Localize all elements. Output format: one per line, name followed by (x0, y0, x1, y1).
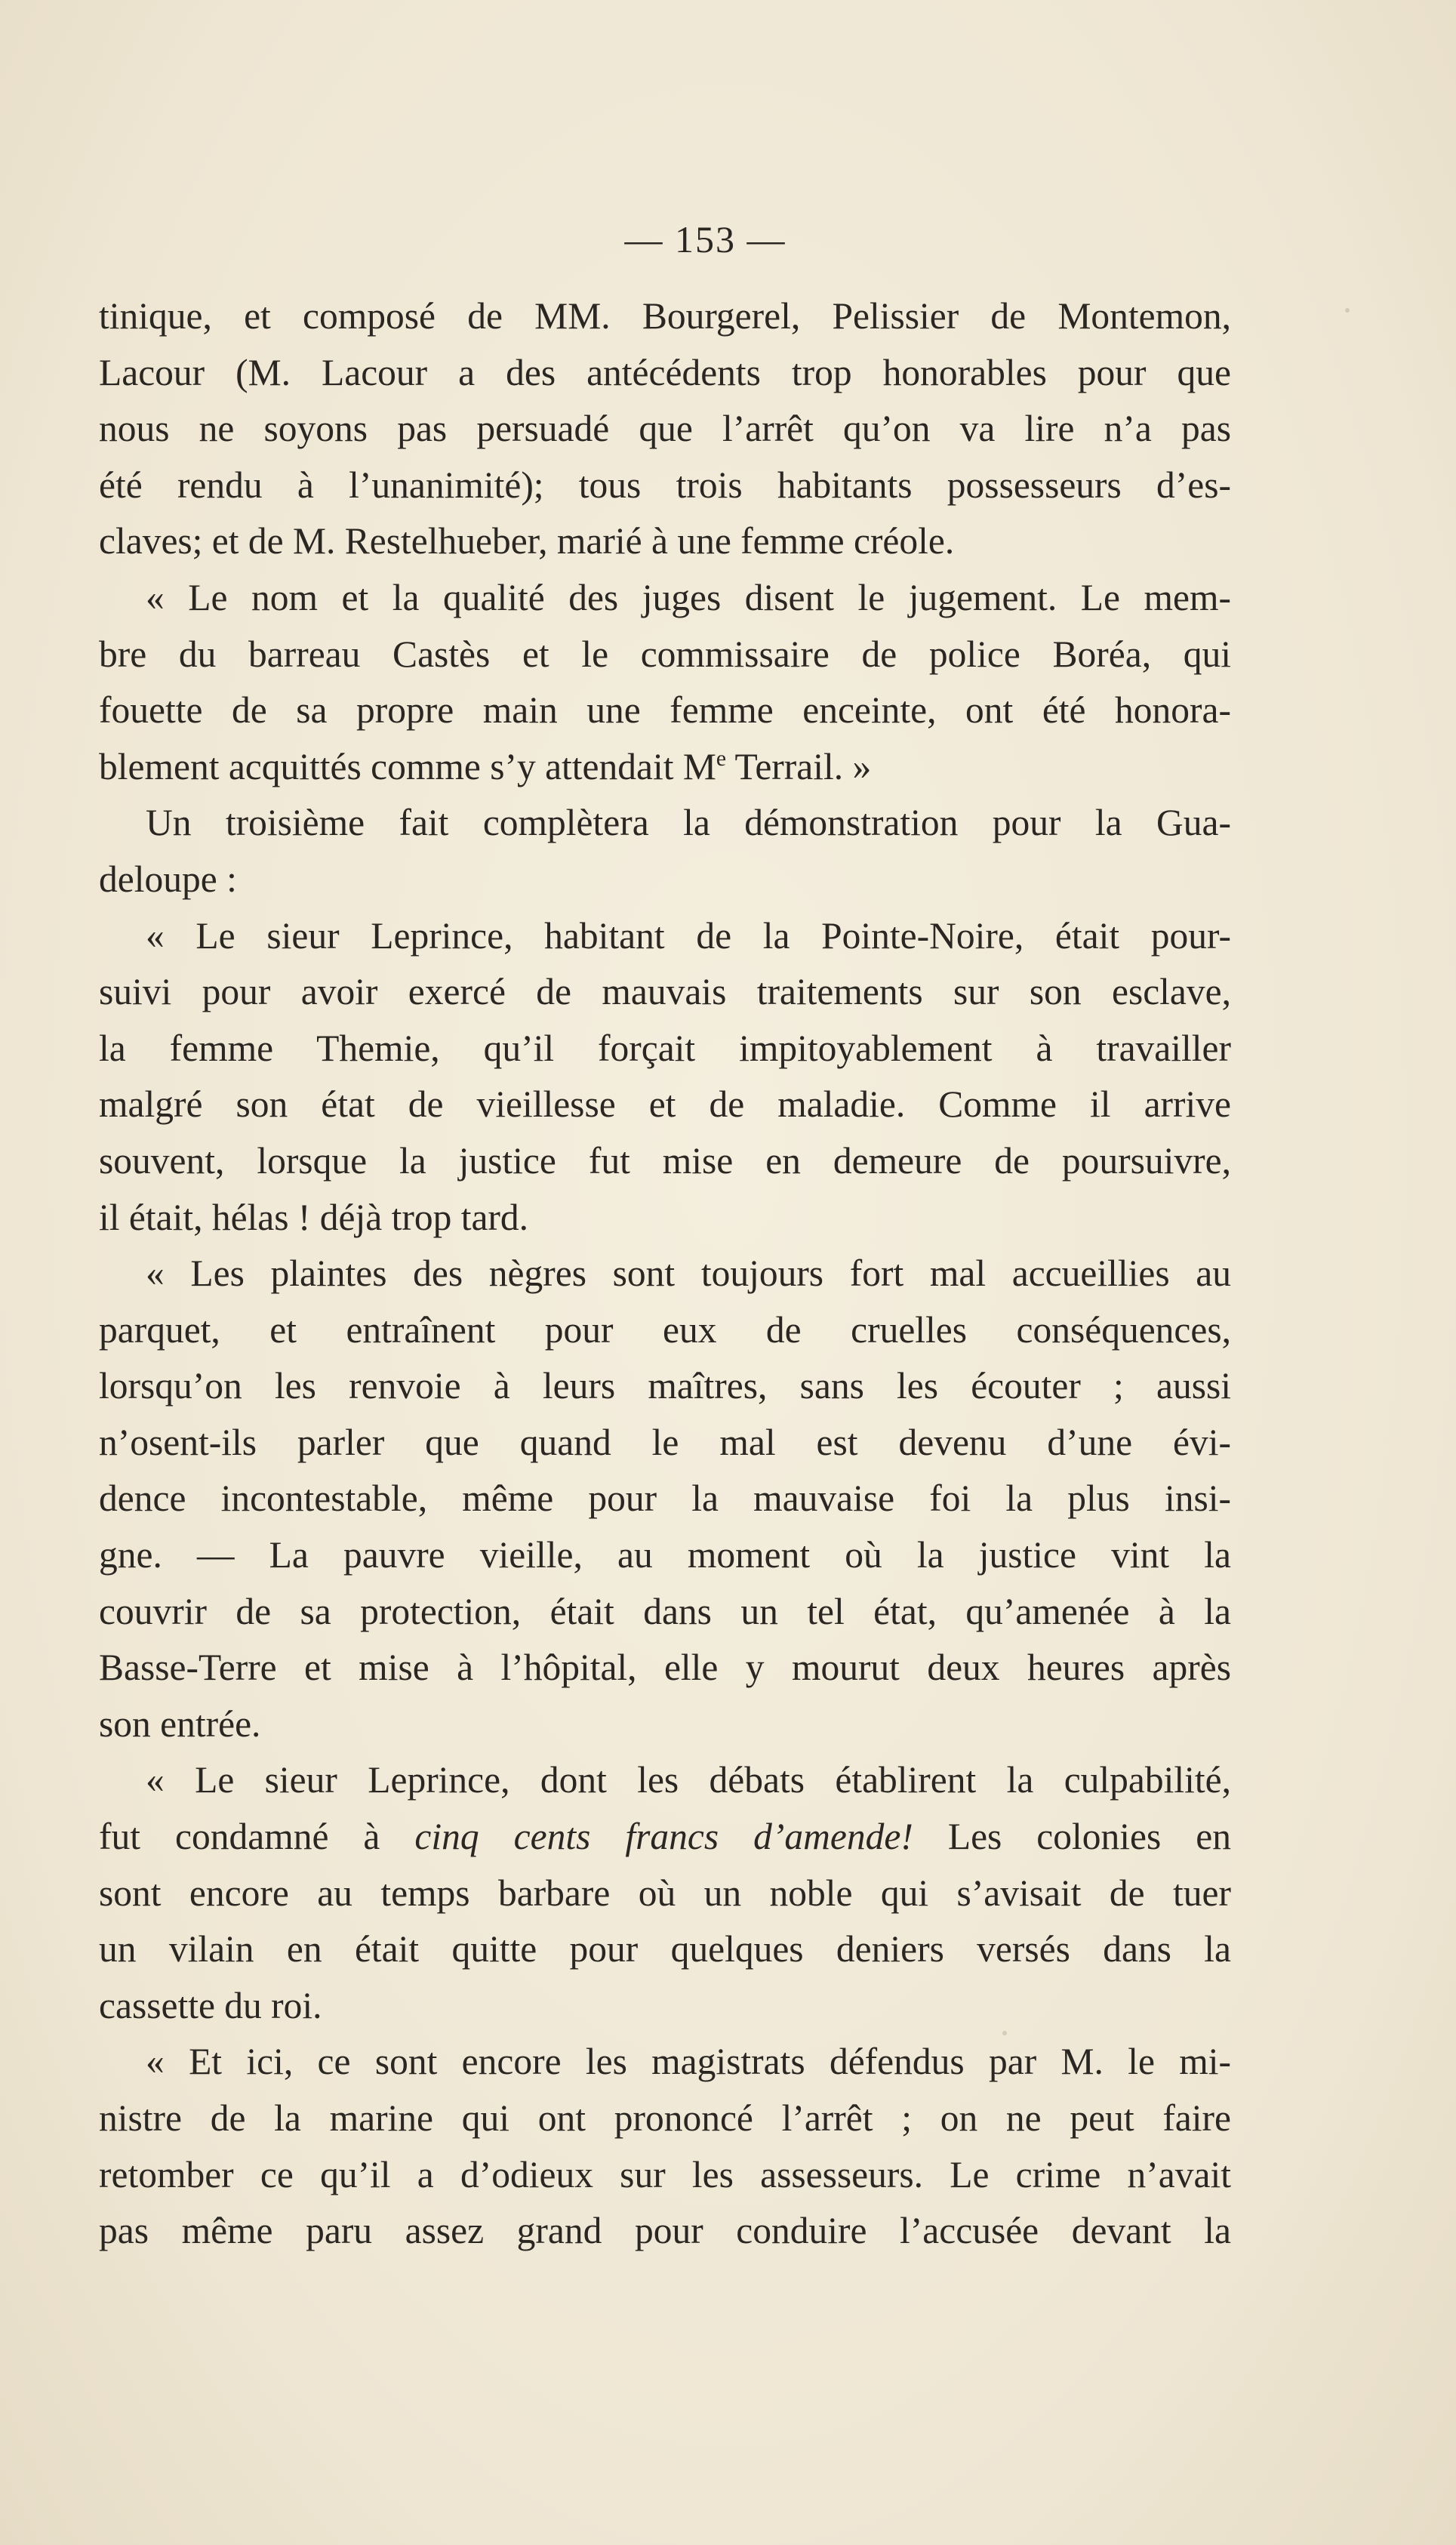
paragraph-2 (99, 570, 1231, 795)
text-line: « Et ici, ce sont encore les magistrats défendus par M. le mi- (146, 2041, 1231, 2083)
text-line: parquet, et entraînent pour eux de cruelles conséquences, (99, 1308, 1231, 1351)
text-line (99, 1809, 1231, 1866)
text-fragment: fut condamné à (99, 1816, 415, 1858)
text-line: n’osent-ils parler que quand le mal est devenu d’une évi- (99, 1421, 1231, 1463)
page-number: — 153 — (624, 218, 786, 260)
text-line: « Le sieur Leprince, dont les débats établirent la culpabilité, (146, 1759, 1231, 1801)
text-line: couvrir de sa protection, était dans un tel état, qu’amenée à la (99, 1590, 1231, 1632)
text-line: « Le nom et la qualité des juges disent le jugement. Le mem- (146, 576, 1231, 618)
text-line: sont encore au temps barbare où un noble qui s’avisait de tuer (99, 1872, 1231, 1914)
superscript: e (716, 746, 727, 771)
text-line: été rendu à l’unanimité); tous trois habitants possesseurs d’es- (99, 464, 1231, 506)
text-line: gne. — La pauvre vieille, au moment où la justice vint la (99, 1534, 1231, 1576)
text-fragment: Les colonies en (913, 1816, 1232, 1858)
text-line: son entrée. (99, 1702, 261, 1745)
text-line: nous ne soyons pas persuadé que l’arrêt qu’on va lire n’a pas (99, 408, 1231, 450)
paragraph-4 (99, 908, 1231, 1246)
text-line: bre du barreau Castès et le commissaire de police Boréa, qui (99, 633, 1231, 675)
text-line: cassette du roi. (99, 1984, 322, 2026)
text-line: dence incontestable, même pour la mauvaise foi la plus insi- (99, 1477, 1231, 1520)
text-line: tinique, et composé de MM. Bourgerel, Pelissier de Montemon, (99, 295, 1231, 337)
text-line: Basse-Terre et mise à l’hôpital, elle y mourut deux heures après (99, 1647, 1231, 1689)
text-fragment: Terrail. » (726, 745, 872, 787)
italic-amount: cinq cents francs d’amende! (414, 1816, 913, 1858)
text-line: claves; et de M. Restelhueber, marié à une femme créole. (99, 520, 955, 562)
text-line: suivi pour avoir exercé de mauvais traitements sur son esclave, (99, 971, 1231, 1013)
text-line: « Les plaintes des nègres sont toujours fort mal accueillies au (146, 1252, 1231, 1295)
paragraph-1 (99, 288, 1231, 570)
text-line: fouette de sa propre main une femme enceinte, ont été honora- (99, 689, 1231, 732)
body-text (99, 288, 1231, 2260)
paragraph-3 (99, 795, 1231, 907)
text-line: Lacour (M. Lacour a des antécédents trop honorables pour que (99, 351, 1231, 393)
text-line: il était, hélas ! déjà trop tard. (99, 1196, 529, 1238)
text-line: un vilain en était quitte pour quelques deniers versés dans la (99, 1928, 1231, 1970)
paragraph-7 (99, 2034, 1231, 2259)
paragraph-5 (99, 1246, 1231, 1752)
paper-speck (1002, 2031, 1007, 2035)
text-line: retomber ce qu’il a d’odieux sur les assesseurs. Le crime n’avait (99, 2153, 1231, 2195)
text-line: pas même paru assez grand pour conduire l’accusée devant la (99, 2210, 1231, 2252)
text-line: lorsqu’on les renvoie à leurs maîtres, sans les écouter ; aussi (99, 1365, 1231, 1407)
text-line: nistre de la marine qui ont prononcé l’arrêt ; on ne peut faire (99, 2097, 1231, 2139)
paper-speck (1345, 308, 1350, 313)
text-line: Un troisième fait complètera la démonstration pour la Gua- (146, 802, 1231, 844)
text-line: malgré son état de vieillesse et de maladie. Comme il arrive (99, 1083, 1231, 1126)
text-line: deloupe : (99, 858, 237, 900)
text-line: souvent, lorsque la justice fut mise en demeure de poursuivre, (99, 1139, 1231, 1182)
paragraph-6 (99, 1752, 1231, 2034)
text-line: « Le sieur Leprince, habitant de la Pointe-Noire, était pour- (146, 914, 1231, 957)
text-line (99, 739, 1231, 796)
text-line: la femme Themie, qu’il forçait impitoyablement à travailler (99, 1027, 1231, 1069)
text-fragment: blement acquittés comme s’y attendait M (99, 745, 716, 787)
